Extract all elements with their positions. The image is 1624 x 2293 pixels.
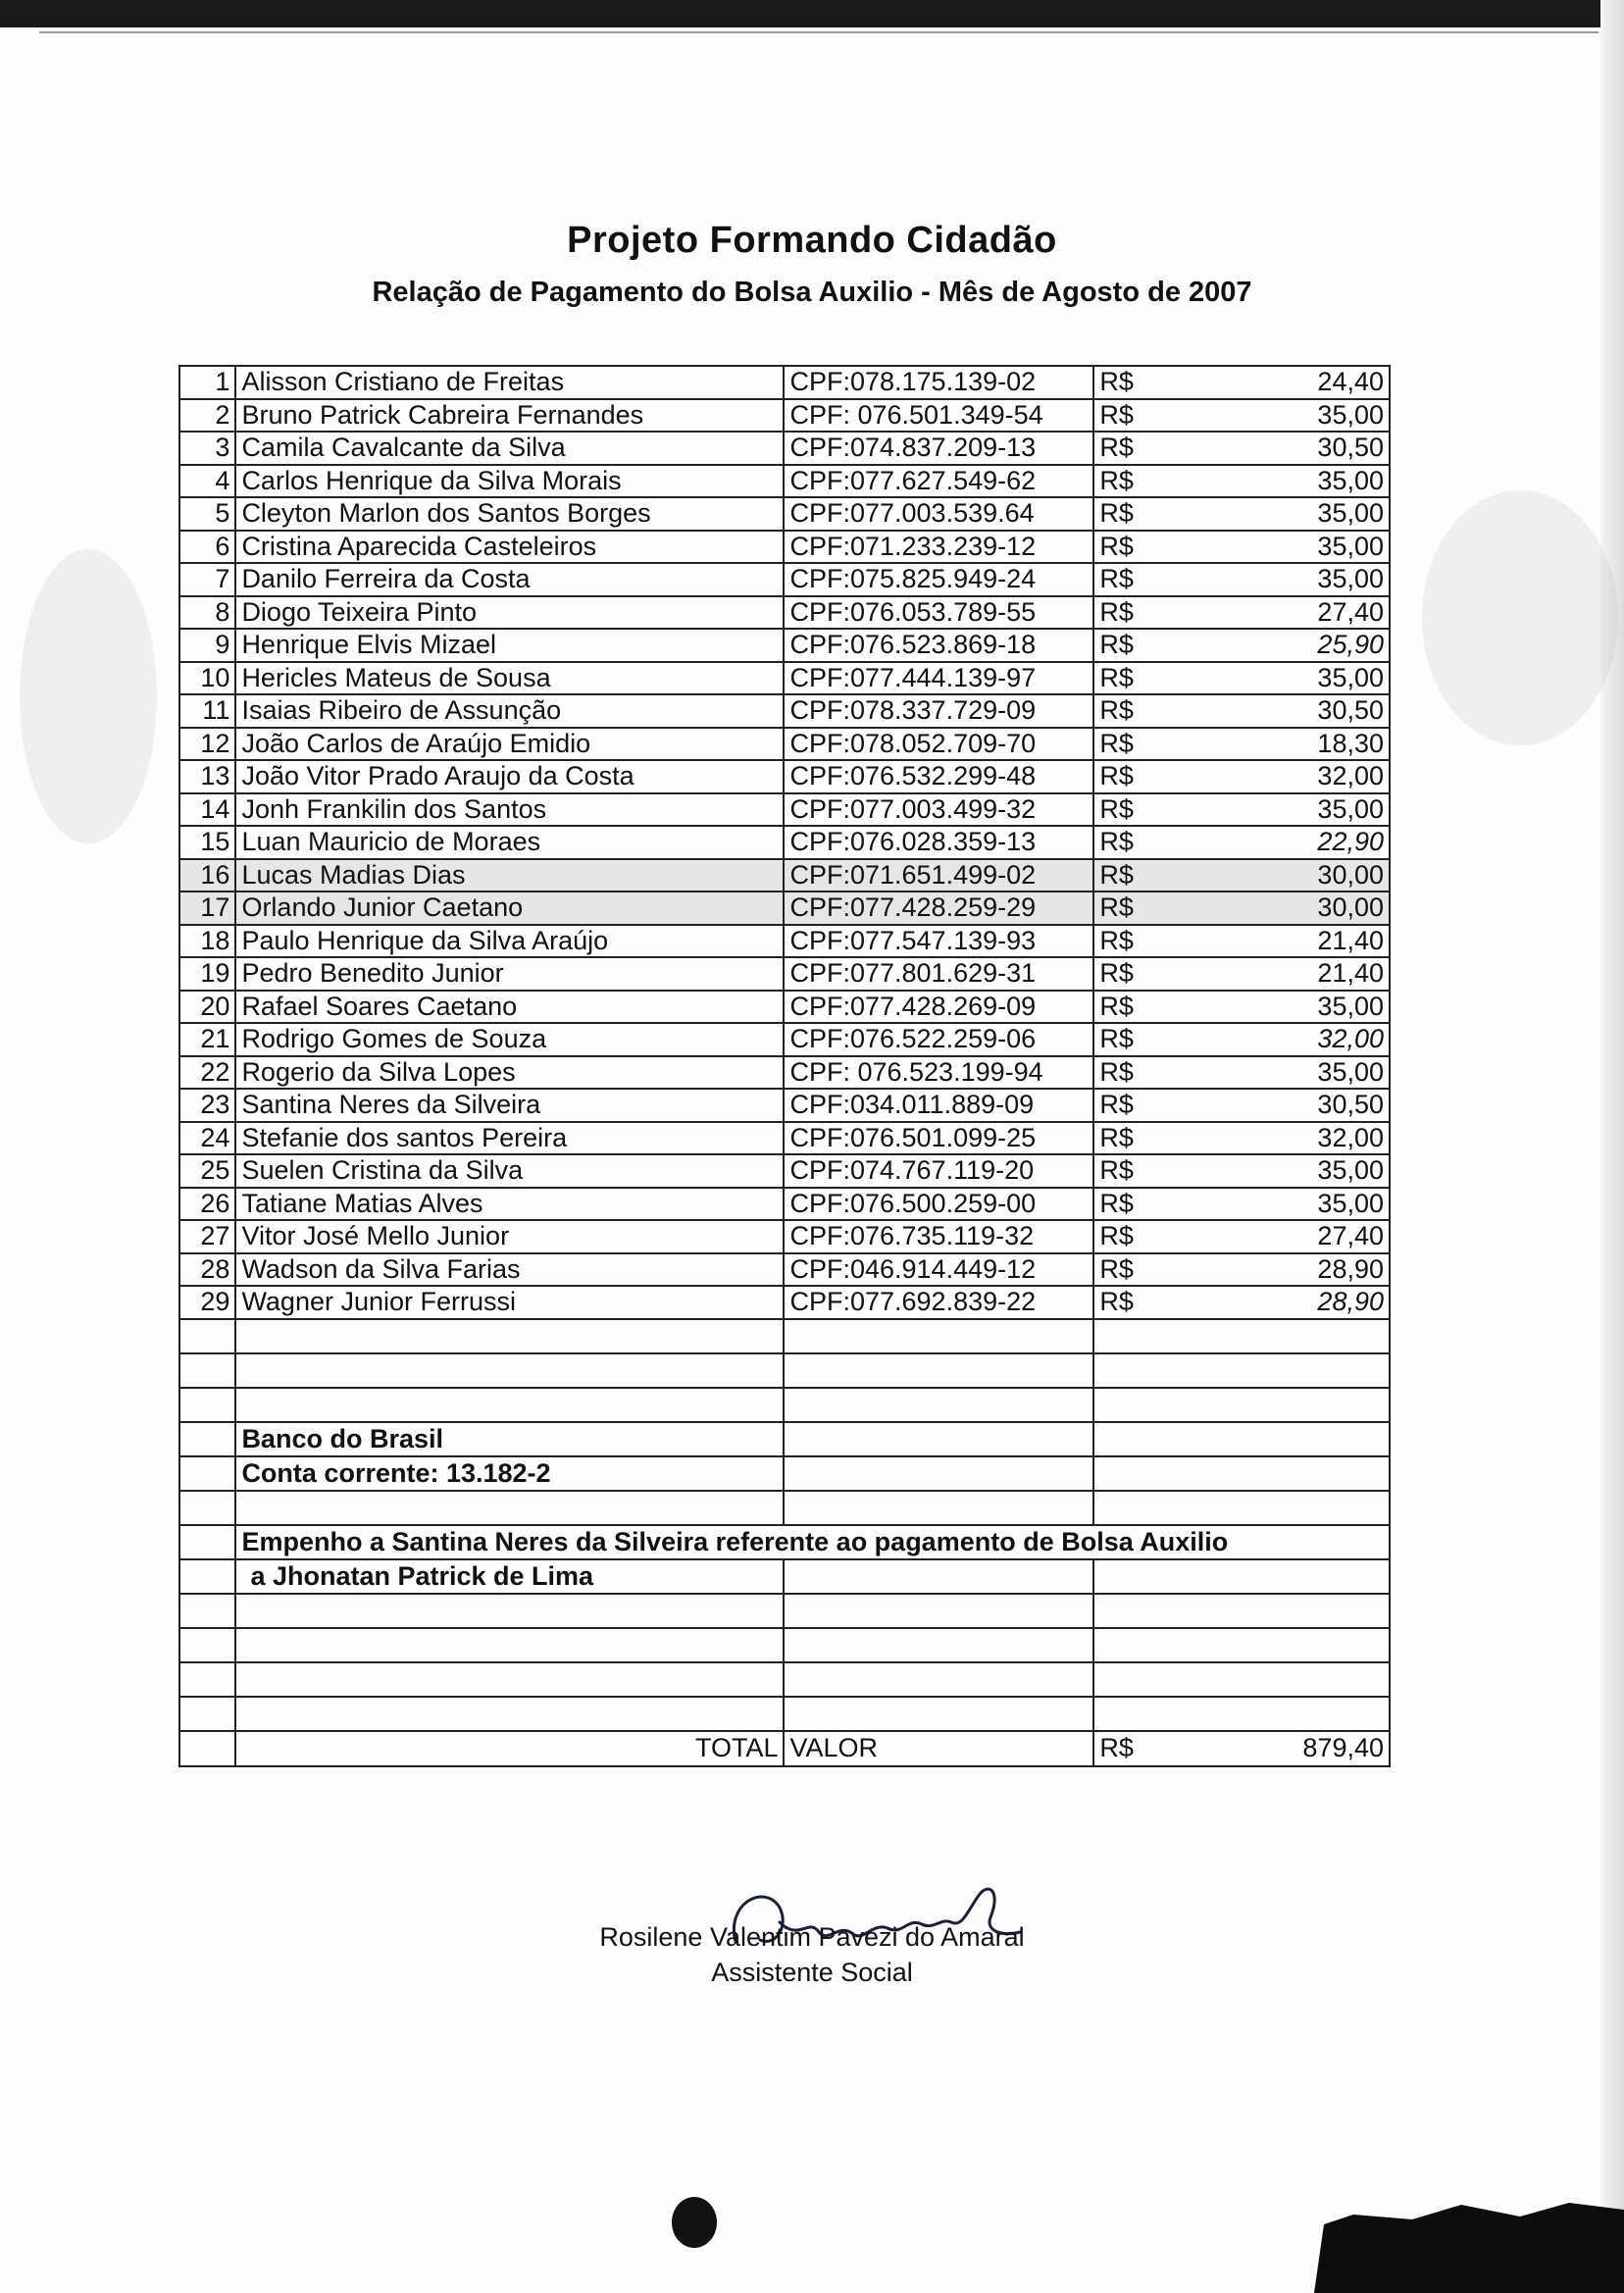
row-number: 23 bbox=[179, 1089, 235, 1122]
currency-symbol: R$ bbox=[1093, 1154, 1205, 1188]
currency-symbol: R$ bbox=[1093, 662, 1205, 695]
cpf-number: CPF:076.500.259-00 bbox=[784, 1188, 1093, 1221]
payment-row bbox=[179, 892, 1390, 925]
row-number: 25 bbox=[179, 1154, 235, 1188]
row-number: 13 bbox=[179, 760, 235, 793]
payment-amount: 25,90 bbox=[1205, 629, 1390, 662]
beneficiary-name: Rodrigo Gomes de Souza bbox=[235, 1023, 784, 1056]
payment-row bbox=[179, 1220, 1390, 1253]
currency-symbol: R$ bbox=[1093, 728, 1205, 761]
cpf-number: CPF:077.801.629-31 bbox=[784, 957, 1093, 991]
currency-symbol: R$ bbox=[1093, 793, 1205, 827]
cpf-number: CPF:077.428.269-09 bbox=[784, 991, 1093, 1024]
payment-amount: 18,30 bbox=[1205, 728, 1390, 761]
row-number: 4 bbox=[179, 465, 235, 498]
payment-amount: 32,00 bbox=[1205, 1023, 1390, 1056]
payment-amount: 28,90 bbox=[1205, 1253, 1390, 1287]
row-number: 11 bbox=[179, 694, 235, 728]
cpf-number: CPF: 076.523.199-94 bbox=[784, 1056, 1093, 1090]
payment-row bbox=[179, 629, 1390, 662]
cpf-number: CPF:074.837.209-13 bbox=[784, 432, 1093, 465]
currency-symbol: R$ bbox=[1093, 694, 1205, 728]
beneficiary-name: Alisson Cristiano de Freitas bbox=[235, 366, 784, 399]
cpf-number: CPF:075.825.949-24 bbox=[784, 563, 1093, 596]
beneficiary-name: João Vitor Prado Araujo da Costa bbox=[235, 760, 784, 793]
beneficiary-name: Wagner Junior Ferrussi bbox=[235, 1286, 784, 1319]
row-number: 22 bbox=[179, 1056, 235, 1090]
payment-row bbox=[179, 399, 1390, 433]
beneficiary-name: Luan Mauricio de Moraes bbox=[235, 826, 784, 859]
payment-row bbox=[179, 760, 1390, 793]
row-number: 1 bbox=[179, 366, 235, 399]
currency-symbol: R$ bbox=[1093, 629, 1205, 662]
payment-row bbox=[179, 1253, 1390, 1287]
document-title: Projeto Formando Cidadão bbox=[567, 220, 1057, 261]
payment-amount: 30,50 bbox=[1205, 432, 1390, 465]
beneficiary-name: Suelen Cristina da Silva bbox=[235, 1154, 784, 1188]
beneficiary-name: Lucas Madias Dias bbox=[235, 859, 784, 892]
beneficiary-name: Santina Neres da Silveira bbox=[235, 1089, 784, 1122]
currency-symbol: R$ bbox=[1093, 465, 1205, 498]
beneficiary-name: Tatiane Matias Alves bbox=[235, 1188, 784, 1221]
payment-amount: 32,00 bbox=[1205, 1122, 1390, 1155]
currency-symbol: R$ bbox=[1093, 1056, 1205, 1090]
valor-label: VALOR bbox=[784, 1731, 1093, 1766]
beneficiary-name: Danilo Ferreira da Costa bbox=[235, 563, 784, 596]
empty-row bbox=[179, 1594, 1390, 1628]
currency-symbol: R$ bbox=[1093, 826, 1205, 859]
beneficiary-name: Diogo Teixeira Pinto bbox=[235, 596, 784, 630]
cpf-number: CPF:077.547.139-93 bbox=[784, 925, 1093, 958]
payment-amount: 35,00 bbox=[1205, 991, 1390, 1024]
payment-row bbox=[179, 925, 1390, 958]
row-number: 26 bbox=[179, 1188, 235, 1221]
beneficiary-name: Carlos Henrique da Silva Morais bbox=[235, 465, 784, 498]
payment-amount: 35,00 bbox=[1205, 1056, 1390, 1090]
payment-amount: 35,00 bbox=[1205, 1154, 1390, 1188]
signatory-name: Rosilene Valentim Pavezi do Amaral bbox=[599, 1922, 1025, 1952]
currency-symbol: R$ bbox=[1093, 1188, 1205, 1221]
beneficiary-name: Rogerio da Silva Lopes bbox=[235, 1056, 784, 1090]
payment-amount: 35,00 bbox=[1205, 531, 1390, 564]
row-number: 28 bbox=[179, 1253, 235, 1287]
empty-row bbox=[179, 1353, 1390, 1388]
cpf-number: CPF:071.233.239-12 bbox=[784, 531, 1093, 564]
cpf-number: CPF:076.053.789-55 bbox=[784, 596, 1093, 630]
payment-amount: 35,00 bbox=[1205, 1188, 1390, 1221]
empenho-row-2 bbox=[179, 1559, 1390, 1594]
cpf-number: CPF:078.175.139-02 bbox=[784, 366, 1093, 399]
row-number: 19 bbox=[179, 957, 235, 991]
cpf-number: CPF:077.003.499-32 bbox=[784, 793, 1093, 827]
empenho-line-2: a Jhonatan Patrick de Lima bbox=[235, 1559, 784, 1594]
cpf-number: CPF:046.914.449-12 bbox=[784, 1253, 1093, 1287]
beneficiary-name: Pedro Benedito Junior bbox=[235, 957, 784, 991]
bank-row bbox=[179, 1422, 1390, 1456]
cpf-number: CPF:076.028.359-13 bbox=[784, 826, 1093, 859]
currency-symbol: R$ bbox=[1093, 366, 1205, 399]
payment-amount: 27,40 bbox=[1205, 1220, 1390, 1253]
total-amount: 879,40 bbox=[1205, 1731, 1390, 1766]
beneficiary-name: Cleyton Marlon dos Santos Borges bbox=[235, 497, 784, 531]
empty-row bbox=[179, 1697, 1390, 1731]
payment-amount: 35,00 bbox=[1205, 662, 1390, 695]
payment-row bbox=[179, 1188, 1390, 1221]
row-number: 3 bbox=[179, 432, 235, 465]
payment-row bbox=[179, 662, 1390, 695]
empty-row bbox=[179, 1319, 1390, 1353]
cpf-number: CPF:077.428.259-29 bbox=[784, 892, 1093, 925]
currency-symbol: R$ bbox=[1093, 1286, 1205, 1319]
beneficiary-name: Rafael Soares Caetano bbox=[235, 991, 784, 1024]
punch-hole bbox=[672, 2197, 717, 2248]
notes-section bbox=[179, 1319, 1390, 1766]
cpf-number: CPF:077.444.139-97 bbox=[784, 662, 1093, 695]
row-number: 21 bbox=[179, 1023, 235, 1056]
payment-row bbox=[179, 1056, 1390, 1090]
bank-name: Banco do Brasil bbox=[235, 1422, 784, 1456]
currency-symbol: R$ bbox=[1093, 1253, 1205, 1287]
payment-row bbox=[179, 465, 1390, 498]
account-number: Conta corrente: 13.182-2 bbox=[235, 1456, 784, 1491]
currency-symbol: R$ bbox=[1093, 760, 1205, 793]
currency-symbol: R$ bbox=[1093, 563, 1205, 596]
empty-row bbox=[179, 1388, 1390, 1422]
payment-amount: 35,00 bbox=[1205, 399, 1390, 433]
scan-smudge bbox=[20, 549, 157, 843]
cpf-number: CPF:076.735.119-32 bbox=[784, 1220, 1093, 1253]
payment-row bbox=[179, 366, 1390, 399]
payment-row bbox=[179, 1122, 1390, 1155]
currency-symbol: R$ bbox=[1093, 1089, 1205, 1122]
payment-rows bbox=[179, 366, 1390, 1319]
empenho-line-1: Empenho a Santina Neres da Silveira referente ao pagamento de Bolsa Auxilio bbox=[235, 1525, 1390, 1559]
cpf-number: CPF:071.651.499-02 bbox=[784, 859, 1093, 892]
payment-amount: 30,00 bbox=[1205, 859, 1390, 892]
payment-amount: 30,50 bbox=[1205, 694, 1390, 728]
row-number: 8 bbox=[179, 596, 235, 630]
payment-amount: 28,90 bbox=[1205, 1286, 1390, 1319]
payment-amount: 24,40 bbox=[1205, 366, 1390, 399]
payment-row bbox=[179, 728, 1390, 761]
payment-row bbox=[179, 1286, 1390, 1319]
payment-row bbox=[179, 1089, 1390, 1122]
currency-symbol: R$ bbox=[1093, 859, 1205, 892]
beneficiary-name: Isaias Ribeiro de Assunção bbox=[235, 694, 784, 728]
currency-symbol: R$ bbox=[1093, 399, 1205, 433]
row-number: 5 bbox=[179, 497, 235, 531]
beneficiary-name: Camila Cavalcante da Silva bbox=[235, 432, 784, 465]
beneficiary-name: Orlando Junior Caetano bbox=[235, 892, 784, 925]
beneficiary-name: Jonh Frankilin dos Santos bbox=[235, 793, 784, 827]
beneficiary-name: Hericles Mateus de Sousa bbox=[235, 662, 784, 695]
empenho-row bbox=[179, 1525, 1390, 1559]
row-number: 15 bbox=[179, 826, 235, 859]
row-number: 18 bbox=[179, 925, 235, 958]
account-row bbox=[179, 1456, 1390, 1491]
cpf-number: CPF:076.522.259-06 bbox=[784, 1023, 1093, 1056]
cpf-number: CPF:034.011.889-09 bbox=[784, 1089, 1093, 1122]
cpf-number: CPF:077.627.549-62 bbox=[784, 465, 1093, 498]
cpf-number: CPF:077.003.539.64 bbox=[784, 497, 1093, 531]
row-number: 9 bbox=[179, 629, 235, 662]
currency-symbol: R$ bbox=[1093, 1220, 1205, 1253]
row-number: 16 bbox=[179, 859, 235, 892]
payment-row bbox=[179, 1023, 1390, 1056]
scan-smudge bbox=[1422, 490, 1618, 745]
total-label: TOTAL bbox=[235, 1731, 784, 1766]
cpf-number: CPF:076.523.869-18 bbox=[784, 629, 1093, 662]
payment-amount: 35,00 bbox=[1205, 563, 1390, 596]
currency-symbol: R$ bbox=[1093, 596, 1205, 630]
empty-row bbox=[179, 1491, 1390, 1525]
cpf-number: CPF:077.692.839-22 bbox=[784, 1286, 1093, 1319]
beneficiary-name: Cristina Aparecida Casteleiros bbox=[235, 531, 784, 564]
row-number: 24 bbox=[179, 1122, 235, 1155]
currency-symbol: R$ bbox=[1093, 531, 1205, 564]
row-number: 20 bbox=[179, 991, 235, 1024]
empty-row bbox=[179, 1628, 1390, 1662]
payment-amount: 30,50 bbox=[1205, 1089, 1390, 1122]
row-number: 27 bbox=[179, 1220, 235, 1253]
row-number: 17 bbox=[179, 892, 235, 925]
payment-amount: 21,40 bbox=[1205, 957, 1390, 991]
top-rule bbox=[39, 31, 1599, 33]
cpf-number: CPF:074.767.119-20 bbox=[784, 1154, 1093, 1188]
beneficiary-name: Henrique Elvis Mizael bbox=[235, 629, 784, 662]
currency-symbol: R$ bbox=[1093, 957, 1205, 991]
payment-amount: 22,90 bbox=[1205, 826, 1390, 859]
cpf-number: CPF:076.501.099-25 bbox=[784, 1122, 1093, 1155]
row-number: 14 bbox=[179, 793, 235, 827]
payment-amount: 32,00 bbox=[1205, 760, 1390, 793]
currency-symbol: R$ bbox=[1093, 1122, 1205, 1155]
payment-row bbox=[179, 793, 1390, 827]
beneficiary-name: Paulo Henrique da Silva Araújo bbox=[235, 925, 784, 958]
currency-symbol: R$ bbox=[1093, 1023, 1205, 1056]
currency-symbol: R$ bbox=[1093, 925, 1205, 958]
cpf-number: CPF:076.532.299-48 bbox=[784, 760, 1093, 793]
document-subtitle: Relação de Pagamento do Bolsa Auxilio - Mês de Agosto de 2007 bbox=[372, 277, 1252, 308]
payment-amount: 35,00 bbox=[1205, 497, 1390, 531]
payment-amount: 30,00 bbox=[1205, 892, 1390, 925]
currency-symbol: R$ bbox=[1093, 497, 1205, 531]
total-row bbox=[179, 1731, 1390, 1766]
payment-row bbox=[179, 1154, 1390, 1188]
cpf-number: CPF: 076.501.349-54 bbox=[784, 399, 1093, 433]
row-number: 6 bbox=[179, 531, 235, 564]
scan-top-border bbox=[0, 0, 1624, 27]
cpf-number: CPF:078.337.729-09 bbox=[784, 694, 1093, 728]
payment-table bbox=[178, 365, 1391, 1767]
row-number: 12 bbox=[179, 728, 235, 761]
row-number: 10 bbox=[179, 662, 235, 695]
currency-symbol: R$ bbox=[1093, 892, 1205, 925]
payment-amount: 27,40 bbox=[1205, 596, 1390, 630]
empty-row bbox=[179, 1662, 1390, 1697]
payment-amount: 21,40 bbox=[1205, 925, 1390, 958]
cpf-number: CPF:078.052.709-70 bbox=[784, 728, 1093, 761]
total-currency: R$ bbox=[1093, 1731, 1205, 1766]
row-number: 2 bbox=[179, 399, 235, 433]
payment-row bbox=[179, 432, 1390, 465]
payment-row bbox=[179, 563, 1390, 596]
signatory-role: Assistente Social bbox=[711, 1958, 913, 1987]
currency-symbol: R$ bbox=[1093, 991, 1205, 1024]
row-number: 7 bbox=[179, 563, 235, 596]
beneficiary-name: Wadson da Silva Farias bbox=[235, 1253, 784, 1287]
payment-row bbox=[179, 694, 1390, 728]
payment-row bbox=[179, 596, 1390, 630]
payment-row bbox=[179, 826, 1390, 859]
currency-symbol: R$ bbox=[1093, 432, 1205, 465]
payment-row bbox=[179, 531, 1390, 564]
payment-row bbox=[179, 991, 1390, 1024]
payment-amount: 35,00 bbox=[1205, 465, 1390, 498]
payment-row bbox=[179, 497, 1390, 531]
beneficiary-name: Stefanie dos santos Pereira bbox=[235, 1122, 784, 1155]
scan-dark-corner bbox=[1294, 2195, 1624, 2293]
beneficiary-name: Bruno Patrick Cabreira Fernandes bbox=[235, 399, 784, 433]
payment-amount: 35,00 bbox=[1205, 793, 1390, 827]
row-number: 29 bbox=[179, 1286, 235, 1319]
beneficiary-name: Vitor José Mello Junior bbox=[235, 1220, 784, 1253]
beneficiary-name: João Carlos de Araújo Emidio bbox=[235, 728, 784, 761]
payment-row bbox=[179, 859, 1390, 892]
payment-row bbox=[179, 957, 1390, 991]
